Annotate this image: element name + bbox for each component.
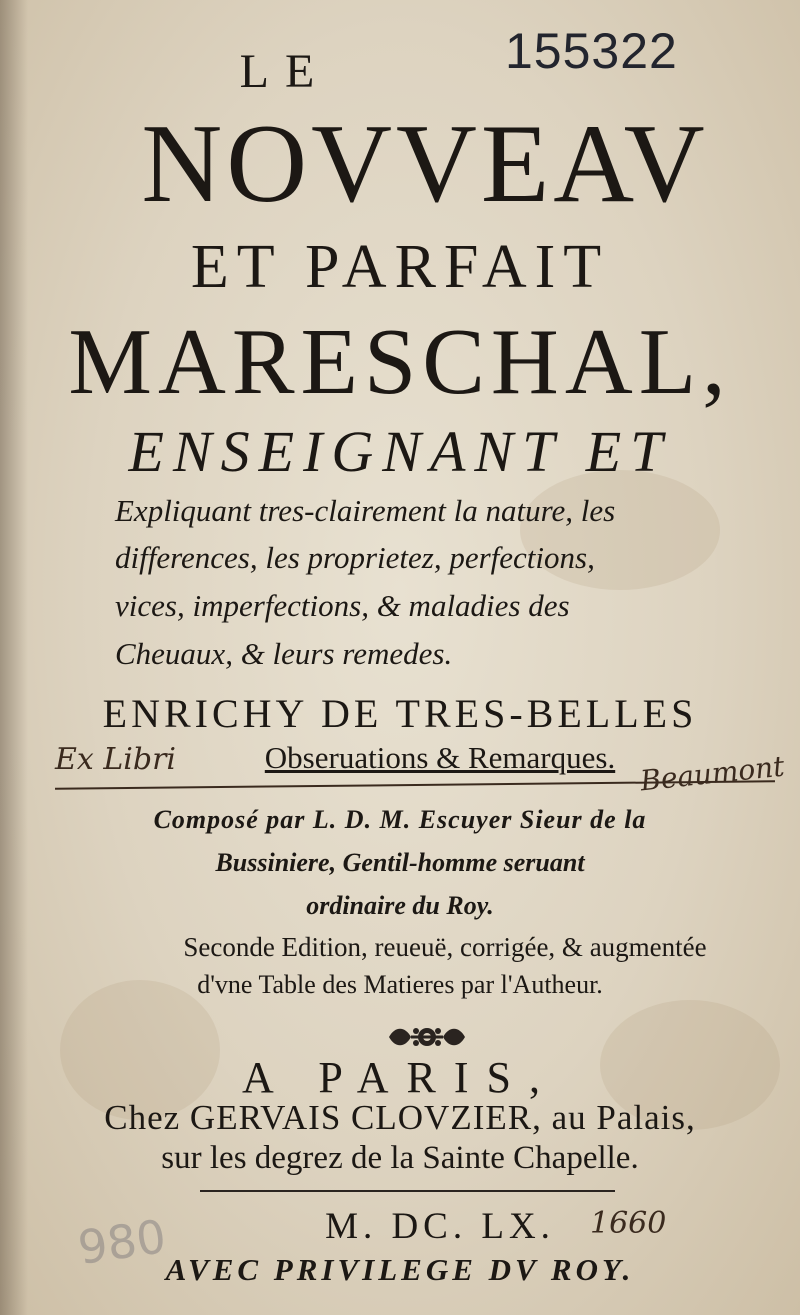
subtitle-line: Cheuaux, & leurs remedes. [115,636,453,671]
handwritten-date: 1660 [590,1206,667,1241]
subtitle-line: vices, imperfections, & maladies des [115,588,570,623]
printers-ornament-icon [385,1022,469,1052]
imprint-city: A PARIS, [241,1053,559,1102]
subtitle-lead: ENSEIGNANT ET [128,419,672,484]
divider-rule [200,1190,615,1192]
privilege-line: AVEC PRIVILEGE DV ROY. [165,1252,635,1287]
subtitle-line: differences, les proprietez, perfections, [115,540,595,575]
edition-line: d'vne Table des Matieres par l'Autheur. [197,970,603,999]
subtitle-line: Expliquant tres-clairement la nature, les [115,493,616,528]
edition-line: Seconde Edition, reueuë, corrigée, & augmentée [183,932,707,962]
title-sub: ET PARFAIT [190,233,610,301]
pencil-shelf-mark: 980 [74,1209,170,1275]
enrichy-subheading: Obseruations & Remarques. [264,740,616,775]
imprint-address: sur les degrez de la Sainte Chapelle. [161,1140,639,1176]
handwritten-ex-libris: Ex Libri [55,742,177,777]
author-line: ordinaire du Roy. [306,891,494,920]
enrichy-heading: ENRICHY DE TRES-BELLES [102,691,698,736]
title-article: LE [239,45,331,98]
author-line: Bussiniere, Gentil-homme seruant [215,848,585,877]
title-main: NOVVEAV [141,102,709,226]
author-line: Composé par L. D. M. Escuyer Sieur de la [153,805,647,834]
imprint-date: M. DC. LX. [325,1206,555,1247]
imprint-publisher: Chez GERVAIS CLOVZIER, au Palais, [104,1098,696,1137]
library-stamp-number: 155322 [505,23,678,79]
title-subject: MARESCHAL, [68,310,732,414]
handwritten-owner-name: Beaumont [638,749,786,798]
